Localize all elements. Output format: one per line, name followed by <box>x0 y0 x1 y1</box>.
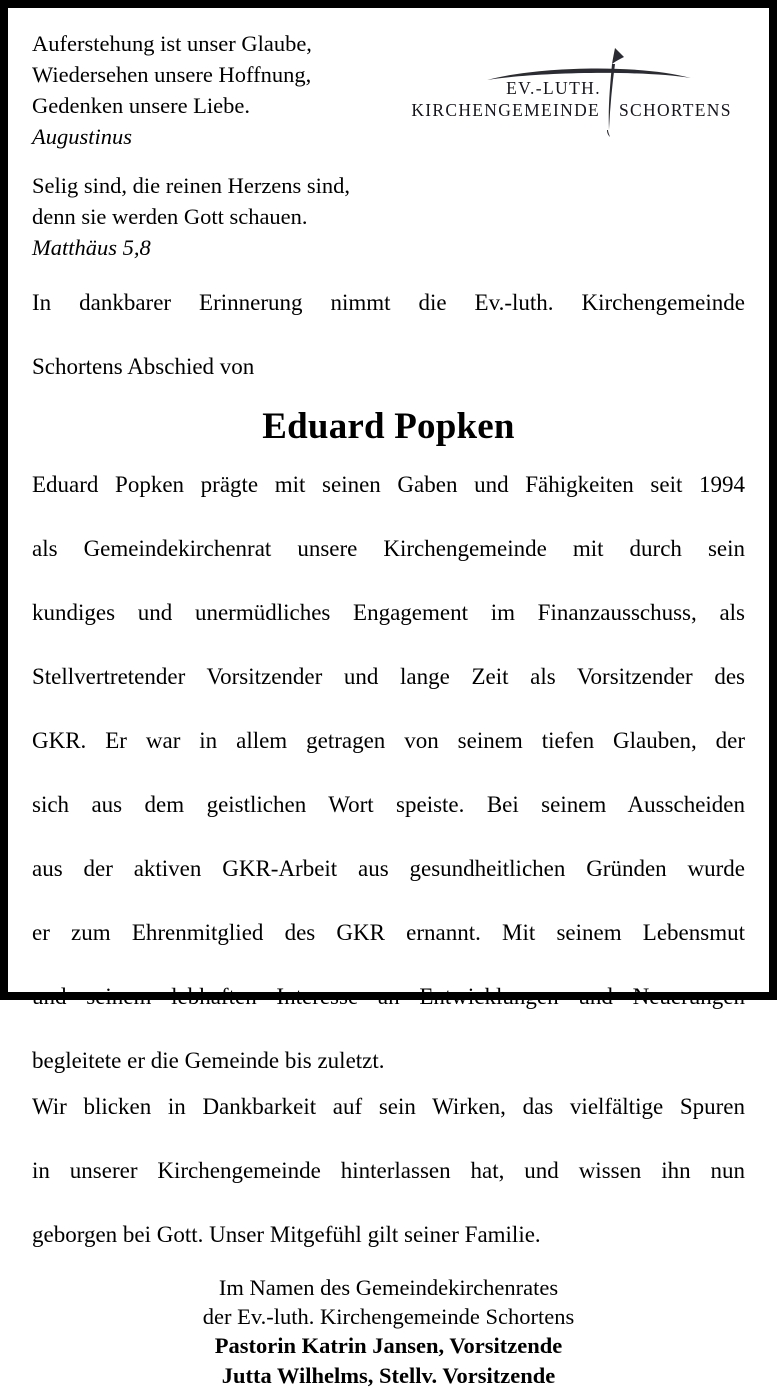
notice-content <box>8 8 769 1388</box>
intro-text <box>32 287 745 383</box>
logo-line-bottom-left: KIRCHENGEMEINDE <box>411 100 600 120</box>
body-line: kundiges und unermüdliches Engagement im Finanzausschuss, als <box>32 600 745 625</box>
body-line: begleitete er die Gemeinde bis zuletzt. <box>32 1048 385 1073</box>
body-line: sich aus dem geistlichen Wort speiste. Bei seinem Ausscheiden <box>32 792 745 817</box>
signature-line: der Ev.-luth. Kirchengemeinde Schortens <box>202 1304 575 1329</box>
verse-attribution: Augustinus <box>32 124 133 149</box>
verse-attribution: Matthäus 5,8 <box>32 235 151 260</box>
notice-header <box>32 28 745 263</box>
verse-line: denn sie werden Gott schauen. <box>32 204 308 229</box>
verse-block-augustinus <box>32 28 452 152</box>
body-line: er zum Ehrenmitglied des GKR ernannt. Mit seinem Lebensmut <box>32 920 745 945</box>
signature-line: Im Namen des Gemeindekirchenrates <box>218 1275 559 1300</box>
body-paragraph-2 <box>32 1091 745 1251</box>
body-line: geborgen bei Gott. Unser Mitgefühl gilt seiner Familie. <box>32 1222 541 1247</box>
body-line: Wir blicken in Dankbarkeit auf sein Wirken, das vielfältige Spuren <box>32 1094 745 1119</box>
body-line: als Gemeindekirchenrat unsere Kirchengemeinde mit durch sein <box>32 536 745 561</box>
verse-line: Wiedersehen unsere Hoffnung, <box>32 62 312 87</box>
body-line: Stellvertretender Vorsitzender und lange Zeit als Vorsitzender des <box>32 664 745 689</box>
body-line: in unserer Kirchengemeinde hinterlassen hat, und wissen ihn nun <box>32 1158 745 1183</box>
verse-block-matthaeus <box>32 170 452 263</box>
verse-line: Gedenken unsere Liebe. <box>32 93 251 118</box>
logo-line-top: EV.-LUTH. <box>506 78 601 98</box>
deceased-name: Eduard Popken <box>262 406 515 447</box>
signature-chair: Pastorin Katrin Jansen, Vorsitzende <box>214 1333 563 1358</box>
body-line: aus der aktiven GKR-Arbeit aus gesundheitlichen Gründen wurde <box>32 856 745 881</box>
verse-line: Auferstehung ist unser Glaube, <box>32 31 312 56</box>
body-line: und seinem lebhaften Interesse an Entwicklungen und Neuerungen <box>32 984 745 1009</box>
church-logo <box>411 34 749 138</box>
signature-vice-chair: Jutta Wilhelms, Stellv. Vorsitzende <box>221 1363 556 1388</box>
signature-block <box>32 1273 745 1391</box>
logo-line-bottom-right: SCHORTENS <box>619 100 732 120</box>
verse-line: Selig sind, die reinen Herzens sind, <box>32 173 351 198</box>
body-line: Eduard Popken prägte mit seinen Gaben und Fähigkeiten seit 1994 <box>32 472 745 497</box>
body-paragraph-1 <box>32 469 745 1077</box>
body-line: GKR. Er war in allem getragen von seinem tiefen Glauben, der <box>32 728 745 753</box>
intro-line: Schortens Abschied von <box>32 354 255 379</box>
intro-line: In dankbarer Erinnerung nimmt die Ev.-luth. Kirchengemeinde <box>32 290 745 315</box>
